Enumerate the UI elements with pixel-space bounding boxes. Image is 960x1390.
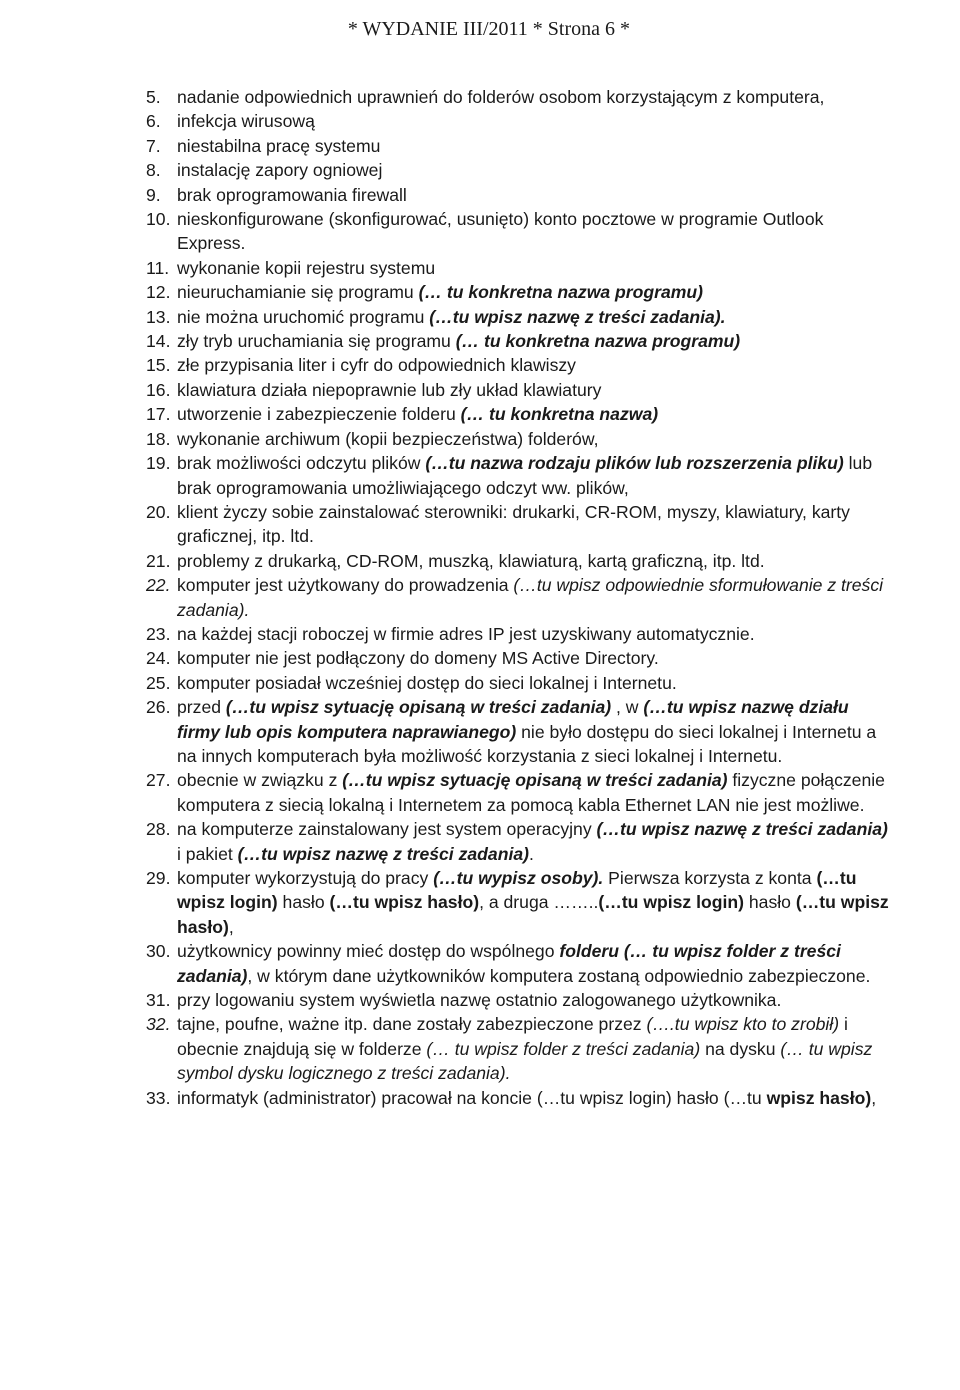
list-item-text bbox=[177, 109, 896, 133]
list-item bbox=[146, 500, 896, 549]
list-item-text bbox=[177, 646, 896, 670]
list-item-number: 24. bbox=[146, 648, 171, 669]
list-item-number: 25. bbox=[146, 672, 171, 693]
list-item bbox=[146, 427, 896, 451]
text-segment: zły tryb uruchamiania się programu bbox=[177, 331, 456, 352]
list-item-text bbox=[177, 866, 896, 939]
list-item bbox=[146, 622, 896, 646]
list-item bbox=[146, 768, 896, 817]
list-item-text bbox=[177, 85, 896, 109]
text-segment: folderu (… tu wpisz folder z treści zadania) bbox=[177, 941, 841, 986]
text-segment: obecnie w związku z bbox=[177, 770, 343, 791]
list-item-number: 12. bbox=[146, 282, 171, 303]
page-header-text: * WYDANIE III/2011 * Strona 6 * bbox=[347, 18, 630, 40]
list-item-text bbox=[177, 353, 896, 377]
list-item-number: 30. bbox=[146, 941, 171, 962]
list-item bbox=[146, 866, 896, 939]
text-segment: , w którym dane użytkowników komputera zostaną odpowiednio zabezpieczone. bbox=[247, 965, 871, 986]
list-item-number: 22. bbox=[146, 575, 171, 596]
list-item-number: 23. bbox=[146, 623, 171, 644]
list-item-text bbox=[177, 134, 896, 158]
text-segment: nie można uruchomić programu bbox=[177, 306, 430, 327]
text-segment: lub brak oprogramowania umożliwiającego odczyt ww. plików, bbox=[177, 453, 873, 498]
text-segment: , w bbox=[611, 697, 644, 718]
text-segment: wpisz hasło) bbox=[766, 1087, 872, 1108]
text-segment: komputer nie jest podłączony do domeny MS Active Directory. bbox=[177, 648, 659, 669]
page-header bbox=[0, 18, 960, 41]
text-segment: . bbox=[528, 843, 534, 864]
list-item-text bbox=[177, 988, 896, 1012]
list-item bbox=[146, 158, 896, 182]
list-item-text bbox=[177, 573, 896, 622]
list-item bbox=[146, 817, 896, 866]
list-item-number: 10. bbox=[146, 209, 171, 230]
text-segment: (…tu wpisz nazwę działu firmy lub opis komputera naprawianego) bbox=[177, 697, 849, 742]
text-segment: komputer wykorzystują do pracy bbox=[177, 868, 434, 888]
list-item-text bbox=[177, 1086, 896, 1110]
text-segment: (…tu wpisz odpowiednie sformułowanie z treści zadania). bbox=[177, 575, 884, 620]
text-segment: złe przypisania liter i cyfr do odpowiednich klawiszy bbox=[177, 355, 576, 376]
list-item bbox=[146, 988, 896, 1012]
list-item-number: 11. bbox=[146, 257, 170, 278]
text-segment: klawiatura działa niepoprawnie lub zły układ klawiatury bbox=[177, 379, 602, 400]
text-segment: (… tu konkretna nazwa) bbox=[460, 404, 659, 425]
list-item bbox=[146, 573, 896, 622]
list-item-number: 14. bbox=[146, 331, 171, 352]
text-segment: (…tu wpisz hasło) bbox=[177, 892, 889, 937]
text-segment: fizyczne połączenie komputera z siecią lokalną i Internetem za pomocą kabla Ethernet LAN nie jest możliwe. bbox=[177, 770, 885, 815]
list-item-number: 21. bbox=[146, 550, 171, 571]
text-segment: instalację zapory ogniowej bbox=[177, 160, 383, 181]
list-item bbox=[146, 1086, 896, 1110]
list-item-number: 33. bbox=[146, 1087, 171, 1108]
list-item-number: 7. bbox=[146, 135, 161, 156]
list-item-text bbox=[177, 768, 896, 817]
text-segment: nadanie odpowiednich uprawnień do folderów osobom korzystającym z komputera, bbox=[177, 87, 825, 107]
list-item-number: 9. bbox=[146, 184, 161, 205]
text-segment: (…tu wpisz login) bbox=[598, 892, 744, 913]
text-segment: przy logowaniu system wyświetla nazwę ostatnio zalogowanego użytkownika. bbox=[177, 990, 782, 1011]
list-item-number: 28. bbox=[146, 819, 171, 840]
list-item-text bbox=[177, 158, 896, 182]
text-segment: nieuruchamianie się programu bbox=[177, 282, 419, 303]
list-item bbox=[146, 451, 896, 500]
list-item bbox=[146, 305, 896, 329]
text-segment: informatyk (administrator) pracował na koncie (…tu wpisz login) hasło (…tu bbox=[177, 1087, 767, 1108]
text-segment: na każdej stacji roboczej w firmie adres IP jest uzyskiwany automatycznie. bbox=[177, 623, 755, 644]
list-item bbox=[146, 939, 896, 988]
list-item-number: 6. bbox=[146, 111, 161, 132]
text-segment: infekcja wirusową bbox=[177, 111, 315, 132]
list-item bbox=[146, 646, 896, 670]
text-segment: (…tu nazwa rodzaju plików lub rozszerzenia pliku) bbox=[425, 453, 844, 474]
list-item-number: 32. bbox=[146, 1014, 171, 1035]
list-item-text bbox=[177, 500, 896, 549]
text-segment: (…tu wpisz hasło) bbox=[329, 892, 480, 913]
list-item bbox=[146, 378, 896, 402]
text-segment: (….tu wpisz kto to zrobił) bbox=[646, 1014, 840, 1035]
list-item-number: 8. bbox=[146, 160, 161, 181]
list-item-text bbox=[177, 207, 896, 256]
text-segment: klient życzy sobie zainstalować sterowniki: drukarki, CR-ROM, myszy, klawiatury, karty graficznej, itp. ltd. bbox=[177, 501, 850, 547]
list-item-number: 16. bbox=[146, 379, 171, 400]
list-item-number: 20. bbox=[146, 501, 171, 522]
text-segment: (…tu wpisz nazwę z treści zadania) bbox=[237, 843, 529, 864]
text-segment: tajne, poufne, ważne itp. dane zostały zabezpieczone przez bbox=[177, 1014, 647, 1035]
list-item bbox=[146, 207, 896, 256]
text-segment: hasło bbox=[744, 892, 796, 913]
list-item-text bbox=[177, 451, 896, 500]
list-item-text bbox=[177, 183, 896, 207]
list-item-text bbox=[177, 256, 896, 280]
text-segment: (…tu wpisz nazwę z treści zadania) bbox=[596, 819, 888, 840]
list-item-text bbox=[177, 329, 896, 353]
text-segment: utworzenie i zabezpieczenie folderu bbox=[177, 404, 461, 425]
text-segment: nie było dostępu do sieci lokalnej i Internetu a na innych komputerach była możliwość korzystania z sieci lokalnej i Internetu. bbox=[177, 721, 877, 766]
text-segment: nieskonfigurowane (skonfigurować, usunięto) konto pocztowe w programie Outlook Express. bbox=[177, 209, 824, 254]
text-segment: hasło bbox=[277, 892, 330, 913]
list-item-text bbox=[177, 427, 896, 451]
text-segment: , a druga …….. bbox=[479, 892, 599, 913]
text-segment: (… tu konkretna nazwa programu) bbox=[418, 282, 704, 303]
list-item-text bbox=[177, 1012, 896, 1085]
text-segment: wykonanie kopii rejestru systemu bbox=[177, 257, 436, 278]
list-item-text bbox=[177, 378, 896, 402]
list-item-number: 26. bbox=[146, 697, 171, 718]
list-item-text bbox=[177, 280, 896, 304]
numbered-list bbox=[146, 85, 896, 1110]
list-item bbox=[146, 1012, 896, 1085]
text-segment: , bbox=[871, 1087, 877, 1108]
list-item bbox=[146, 671, 896, 695]
text-segment: i obecnie znajdują się w folderze bbox=[177, 1014, 848, 1059]
text-segment: problemy z drukarką, CD-ROM, muszką, klawiaturą, kartą graficzną, itp. ltd. bbox=[177, 550, 765, 571]
text-segment: (…tu wpisz nazwę z treści zadania). bbox=[429, 306, 726, 327]
list-item-text bbox=[177, 939, 896, 988]
list-item-text bbox=[177, 622, 896, 646]
list-item-number: 13. bbox=[146, 306, 171, 327]
list-item bbox=[146, 353, 896, 377]
text-segment: (…tu wpisz sytuację opisaną w treści zadania) bbox=[225, 697, 612, 718]
list-item bbox=[146, 329, 896, 353]
text-segment: komputer jest użytkowany do prowadzenia bbox=[177, 575, 514, 596]
list-item-text bbox=[177, 671, 896, 695]
text-segment: brak możliwości odczytu plików bbox=[177, 453, 426, 474]
text-segment: , bbox=[228, 916, 234, 937]
list-item-text bbox=[177, 817, 896, 866]
text-segment: wykonanie archiwum (kopii bezpieczeństwa) folderów, bbox=[177, 428, 599, 449]
text-segment: brak oprogramowania firewall bbox=[177, 184, 407, 205]
list-item bbox=[146, 109, 896, 133]
list-item-text bbox=[177, 549, 896, 573]
text-segment: (…tu wypisz osoby). bbox=[433, 868, 604, 888]
list-item bbox=[146, 85, 896, 109]
text-segment: i pakiet bbox=[177, 843, 238, 864]
list-item-number: 17. bbox=[146, 404, 171, 425]
text-segment: użytkownicy powinny mieć dostęp do wspólnego bbox=[177, 941, 560, 962]
list-item-text bbox=[177, 305, 896, 329]
list-item-number: 29. bbox=[146, 868, 171, 888]
list-item bbox=[146, 134, 896, 158]
text-segment: przed bbox=[177, 697, 226, 718]
text-segment: niestabilna pracę systemu bbox=[177, 135, 381, 156]
text-segment: (… tu wpisz folder z treści zadania) bbox=[426, 1038, 701, 1059]
list-item bbox=[146, 695, 896, 768]
list-item bbox=[146, 402, 896, 426]
list-item-number: 31. bbox=[146, 990, 171, 1011]
text-segment: na dysku bbox=[700, 1038, 781, 1059]
list-item bbox=[146, 280, 896, 304]
list-item-text bbox=[177, 402, 896, 426]
list-item-text bbox=[177, 695, 896, 768]
text-segment: Pierwsza korzysta z konta bbox=[603, 868, 817, 888]
list-item bbox=[146, 549, 896, 573]
list-item-number: 27. bbox=[146, 770, 171, 791]
text-segment: komputer posiadał wcześniej dostęp do sieci lokalnej i Internetu. bbox=[177, 672, 677, 693]
list-item-number: 18. bbox=[146, 428, 171, 449]
text-segment: (…tu wpisz login) bbox=[177, 868, 857, 913]
text-segment: (…tu wpisz sytuację opisaną w treści zadania) bbox=[342, 770, 728, 791]
list-item-number: 15. bbox=[146, 355, 171, 376]
list-item bbox=[146, 256, 896, 280]
text-segment: na komputerze zainstalowany jest system operacyjny bbox=[177, 819, 597, 840]
text-segment: (… tu konkretna nazwa programu) bbox=[455, 331, 741, 352]
list-item-number: 19. bbox=[146, 453, 171, 474]
list-item-number: 5. bbox=[146, 87, 161, 107]
list-item bbox=[146, 183, 896, 207]
text-segment: (… tu wpisz symbol dysku logicznego z treści zadania). bbox=[177, 1038, 873, 1084]
